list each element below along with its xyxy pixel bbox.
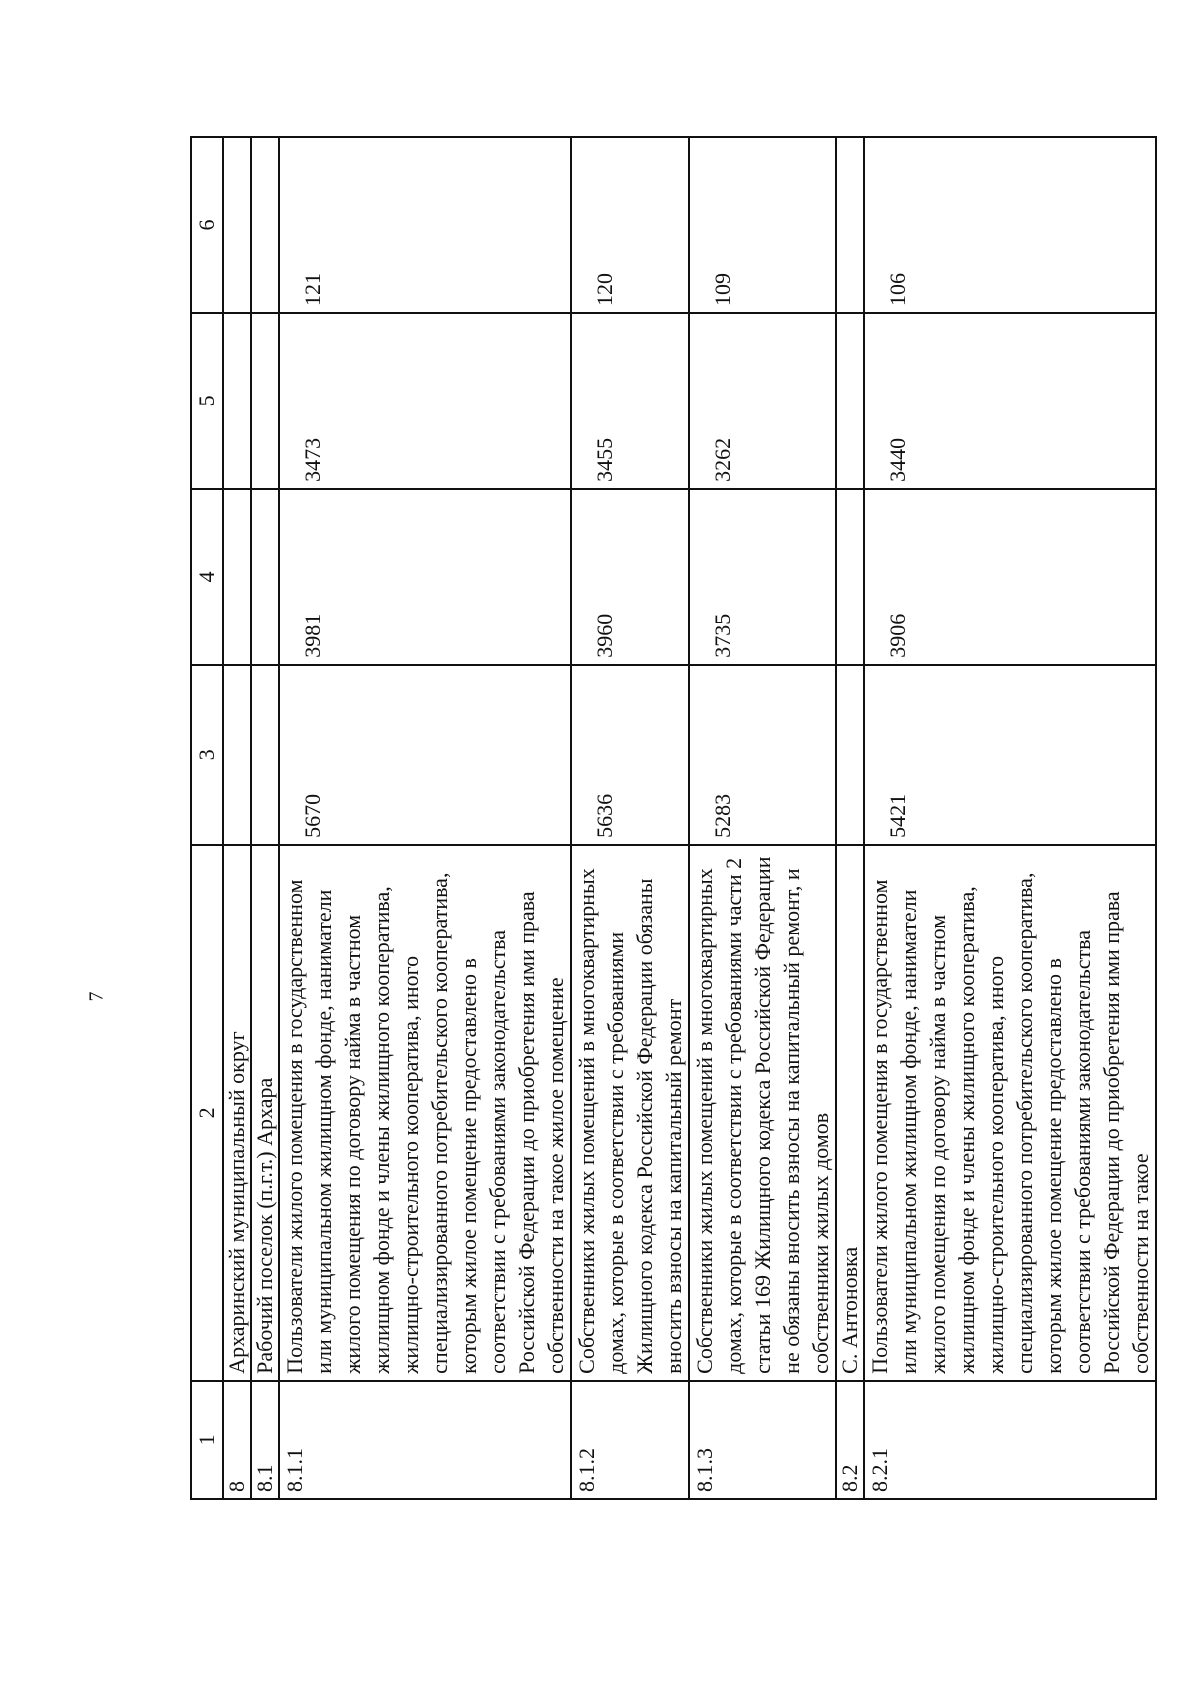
value-cell (223, 137, 251, 313)
row-description: С. Антоновка (836, 845, 864, 1381)
value-cell: 3440 (864, 313, 1156, 489)
row-description: Собственники жилых помещений в многоквартирных домах, которые в соответствии с требованиями части 2 статьи 169 Жилищного кодекса Российской Федерации не обязаны вносить взносы на капитальный ремонт, и собственники жилых домов (689, 845, 836, 1381)
value-cell: 109 (689, 137, 836, 313)
header-cell: 4 (191, 489, 223, 665)
table-row (571, 137, 689, 1499)
value-cell (836, 665, 864, 845)
value-cell: 106 (864, 137, 1156, 313)
row-number: 8.1.3 (689, 1381, 836, 1499)
value-cell (251, 665, 279, 845)
row-number: 8.2 (836, 1381, 864, 1499)
value-cell: 3455 (571, 313, 689, 489)
value-cell (223, 665, 251, 845)
value-cell: 5421 (864, 665, 1156, 845)
table-row (251, 137, 279, 1499)
value-cell (836, 137, 864, 313)
value-cell (251, 137, 279, 313)
value-cell: 3262 (689, 313, 836, 489)
header-cell: 5 (191, 313, 223, 489)
value-cell: 5636 (571, 665, 689, 845)
table-row (223, 137, 251, 1499)
row-description: Пользователи жилого помещения в государственном или муниципальном жилищном фонде, наниматели жилого помещения по договору найма в частном жилищном фонде и члены жилищного кооператива, жилищно-строительного кооператива, иного специализированного потребительского кооператива, которым жилое помещение предоставлено в соответствии с требованиями законодательства Российской Федерации до приобретения ими права собственности на такое жилое помещение (279, 845, 571, 1381)
row-number: 8 (223, 1381, 251, 1499)
row-number: 8.1.1 (279, 1381, 571, 1499)
table-row (836, 137, 864, 1499)
row-number: 8.1.2 (571, 1381, 689, 1499)
page-number: 7 (85, 991, 108, 1002)
value-cell: 120 (571, 137, 689, 313)
header-cell: 1 (191, 1381, 223, 1499)
row-description: Рабочий поселок (п.г.т.) Архара (251, 845, 279, 1381)
row-number: 8.2.1 (864, 1381, 1156, 1499)
header-cell: 6 (191, 137, 223, 313)
value-cell (251, 313, 279, 489)
value-cell (251, 489, 279, 665)
tariff-table (190, 136, 1157, 1500)
value-cell: 5283 (689, 665, 836, 845)
row-description: Архаринский муниципальный округ (223, 845, 251, 1381)
value-cell (836, 313, 864, 489)
value-cell: 5670 (279, 665, 571, 845)
header-cell: 2 (191, 845, 223, 1381)
value-cell: 3906 (864, 489, 1156, 665)
value-cell: 3735 (689, 489, 836, 665)
value-cell: 3473 (279, 313, 571, 489)
row-description: Пользователи жилого помещения в государственном или муниципальном жилищном фонде, наниматели жилого помещения по договору найма в частном жилищном фонде и члены жилищного кооператива, жилищно-строительного кооператива, иного специализированного потребительского кооператива, которым жилое помещение предоставлено в соответствии с требованиями законодательства Российской Федерации до приобретения ими права собственности на такое (864, 845, 1156, 1381)
row-number: 8.1 (251, 1381, 279, 1499)
header-cell: 3 (191, 665, 223, 845)
rotated-table-container (190, 136, 1153, 1500)
table-row (689, 137, 836, 1499)
table-row (279, 137, 571, 1499)
row-description: Собственники жилых помещений в многоквартирных домах, которые в соответствии с требованиями Жилищного кодекса Российской Федерации обязаны вносить взносы на капитальный ремонт (571, 845, 689, 1381)
table-row (864, 137, 1156, 1499)
value-cell: 3981 (279, 489, 571, 665)
value-cell: 3960 (571, 489, 689, 665)
value-cell (836, 489, 864, 665)
value-cell (223, 489, 251, 665)
table-header-row (191, 137, 223, 1499)
value-cell: 121 (279, 137, 571, 313)
value-cell (223, 313, 251, 489)
